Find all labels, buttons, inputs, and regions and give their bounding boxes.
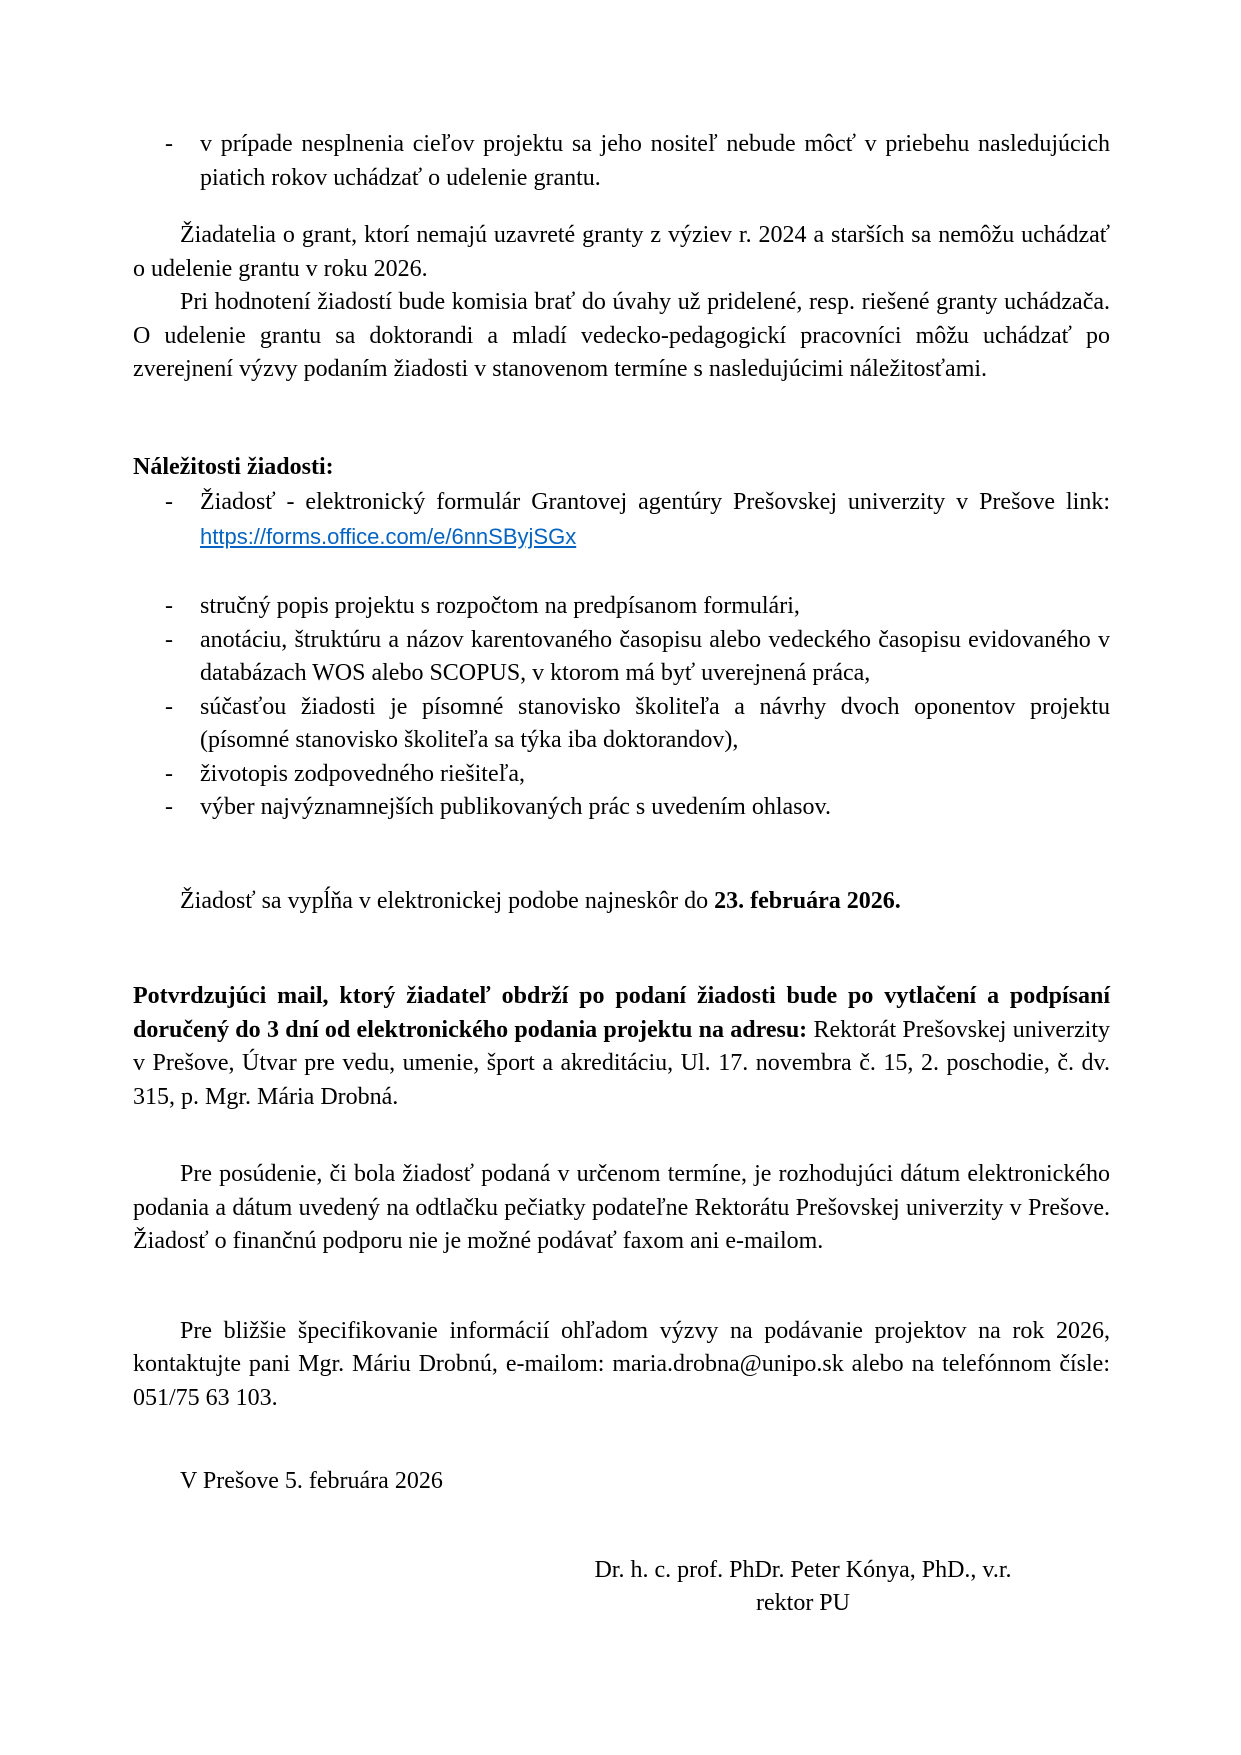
intro-bullet-item xyxy=(133,128,1110,195)
signature-block xyxy=(543,1554,1063,1621)
requirement-item-vyber xyxy=(133,791,1110,825)
bullet-dash: - xyxy=(165,593,173,619)
bullet-dash: - xyxy=(165,626,173,653)
requirement-ziadost-label: Žiadosť - elektronický formulár Grantovej agentúry Prešovskej univerzity v Prešove link: xyxy=(200,489,1110,515)
requirement-item-zivotopis-text: životopis zodpovedného riešiteľa, xyxy=(200,760,525,787)
paragraph-blizsie: Pre bližšie špecifikovanie informácií ohľadom výzvy na podávanie projektov na rok 2026, kontaktujte pani Mgr. Máriu Drobnú, e-mailom: maria.drobna@unipo.sk alebo na telefónnom čísle: 051/75 63 103. xyxy=(133,1317,1110,1411)
signature-title: rektor PU xyxy=(756,1590,850,1616)
requirement-item-stanovisko xyxy=(133,691,1110,758)
paragraph-posudenie: Pre posúdenie, či bola žiadosť podaná v určenom termíne, je rozhodujúci dátum elektronického podania a dátum uvedený na odtlačku pečiatky podateľne Rektorátu Prešovskej univerzity v Prešove. Žiadosť o finančnú podporu nie je možné podávať faxom ani e-mailom. xyxy=(133,1161,1110,1254)
mail-instructions-bold: Potvrdzujúci mail, ktorý žiadateľ obdrží po podaní žiadosti bude po vytlačení a podpísaní doručený do 3 dní od elektronického podania projektu na adresu: xyxy=(133,983,1110,1043)
bullet-dash: - xyxy=(165,693,173,720)
deadline-date: 23. februára 2026. xyxy=(714,887,901,914)
paragraph-hodnotenie: Pri hodnotení žiadostí bude komisia brať do úvahy už pridelené, resp. riešené granty uchádzača. O udelenie grantu sa doktorandi a mladí vedecko-pedagogickí pracovníci môžu uchádzať po zverejnení výzvy podaním žiadosti v stanovenom termíne s nasledujúcimi náležitosťami. xyxy=(133,289,1110,382)
mail-instructions-address: Rektorát Prešovskej univerzity v Prešove, Útvar pre vedu, umenie, šport a akreditáciu, Ul. 17. novembra č. 15, 2. poschodie, č. dv. 315, p. Mgr. Mária Drobná. xyxy=(133,1016,1111,1110)
requirement-item-stanovisko-text: súčasťou žiadosti je písomné stanovisko školiteľa a návrhy dvoch oponentov projektu (písomné stanovisko školiteľa sa týka iba doktorandov), xyxy=(200,693,1110,753)
requirement-item-zivotopis xyxy=(133,758,1110,792)
requirement-item-anotacia xyxy=(133,624,1110,691)
bullet-dash: - xyxy=(165,760,173,787)
paragraph-mail-instructions xyxy=(133,980,1110,1114)
requirement-item-ziadost xyxy=(133,486,1110,554)
bullet-dash: - xyxy=(165,131,173,157)
requirement-item-ziadost-text xyxy=(200,486,1110,554)
section-heading-nalezitosti: Náležitosti žiadosti: xyxy=(133,453,334,480)
intro-bullet-text: v prípade nesplnenia cieľov projektu sa jeho nositeľ nebude môcť v priebehu nasledujúcich piatich rokov uchádzať o udelenie grantu. xyxy=(200,131,1110,191)
forms-office-link[interactable]: https://forms.office.com/e/6nnSByjSGx xyxy=(200,523,577,549)
paragraph-deadline xyxy=(133,885,1110,919)
dateline: V Prešove 5. februára 2026 xyxy=(180,1468,443,1494)
bullet-dash: - xyxy=(165,794,173,820)
requirement-item-anotacia-text: anotáciu, štruktúru a názov karentovaného časopisu alebo vedeckého časopisu evidovaného v databázach WOS alebo SCOPUS, v ktorom má byť uverejnená práca, xyxy=(200,626,1110,686)
bullet-dash: - xyxy=(165,489,173,515)
requirement-item-popis-text: stručný popis projektu s rozpočtom na predpísanom formulári, xyxy=(200,593,800,619)
requirement-item-vyber-text: výber najvýznamnejších publikovaných prác s uvedením ohlasov. xyxy=(200,794,831,820)
signature-name: Dr. h. c. prof. PhDr. Peter Kónya, PhD., v.r. xyxy=(594,1556,1012,1583)
requirement-item-popis xyxy=(133,590,1110,624)
deadline-text: Žiadosť sa vypĺňa v elektronickej podobe najneskôr do xyxy=(180,887,715,914)
paragraph-ziadatelia: Žiadatelia o grant, ktorí nemajú uzavreté granty z výziev r. 2024 a starších sa nemôžu uchádzať o udelenie grantu v roku 2026. xyxy=(133,222,1110,282)
